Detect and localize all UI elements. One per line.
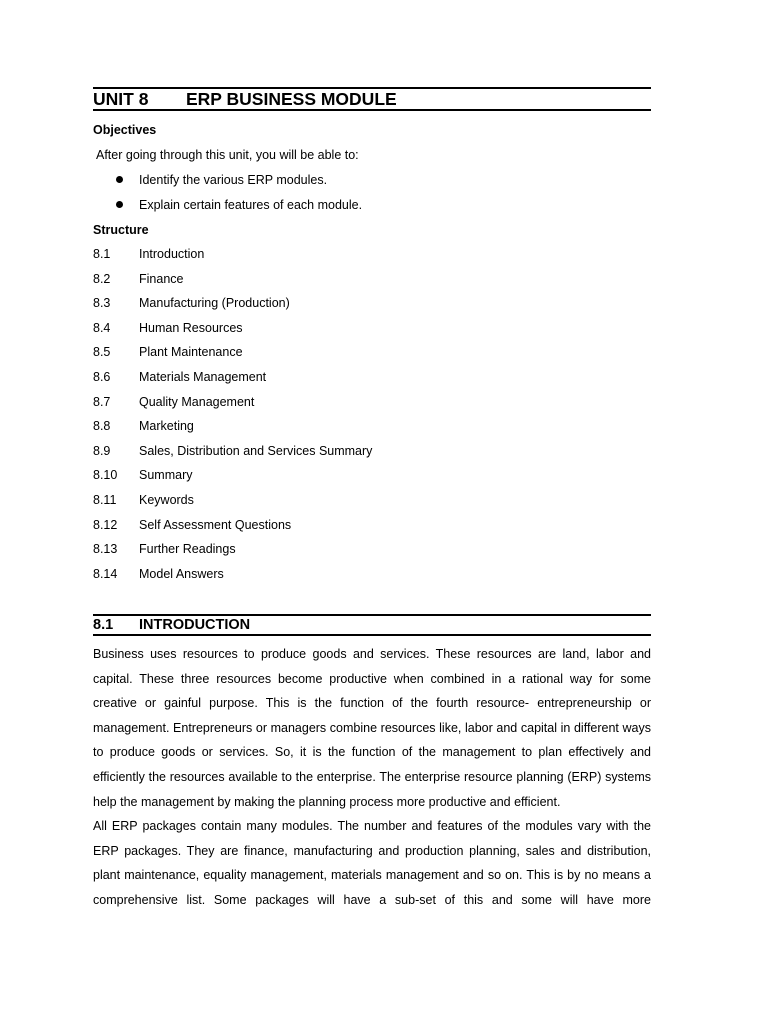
- structure-item: [93, 417, 651, 442]
- structure-list: [93, 245, 651, 589]
- structure-item-number: 8.7: [93, 394, 111, 409]
- section-heading: [93, 616, 651, 634]
- structure-item-number: 8.13: [93, 542, 118, 557]
- unit-bottom-rule: [93, 109, 651, 111]
- structure-label: Structure: [93, 223, 149, 237]
- structure-item-title: Further Readings: [139, 542, 236, 557]
- structure-item-number: 8.14: [93, 566, 118, 581]
- structure-item-title: Finance: [139, 271, 184, 286]
- objectives-label: Objectives: [93, 123, 157, 137]
- unit-title: ERP BUSINESS MODULE: [186, 89, 397, 109]
- structure-item: [93, 393, 651, 418]
- unit-number: UNIT 8: [93, 89, 149, 109]
- structure-item: [93, 294, 651, 319]
- structure-item-number: 8.4: [93, 320, 111, 335]
- structure-item-title: Model Answers: [139, 566, 224, 581]
- structure-item-number: 8.3: [93, 296, 111, 311]
- structure-item-number: 8.6: [93, 369, 111, 384]
- bullet-dot-icon: [116, 201, 123, 208]
- structure-item: [93, 516, 651, 541]
- structure-item-title: Manufacturing (Production): [139, 296, 290, 311]
- structure-item-number: 8.12: [93, 517, 118, 532]
- structure-item: [93, 368, 651, 393]
- section-body: [93, 642, 651, 913]
- objectives-intro: After going through this unit, you will be able to:: [96, 148, 359, 162]
- structure-item: [93, 319, 651, 344]
- structure-item-number: 8.10: [93, 468, 118, 483]
- section-bottom-rule: [93, 634, 651, 636]
- structure-item: [93, 466, 651, 491]
- objective-text: Explain certain features of each module.: [139, 198, 363, 212]
- section-title: INTRODUCTION: [139, 617, 251, 633]
- structure-item-title: Sales, Distribution and Services Summary: [139, 443, 373, 458]
- body-paragraph: All ERP packages contain many modules. The number and features of the modules vary with the ERP packages. They are finance, manufacturing and production planning, sales and distribution, plant maintenance, equality management, materials management and so on. This is by no means a comprehensive list. Some packages will have a sub-set of this and some will have more: [93, 819, 651, 907]
- structure-item-title: Introduction: [139, 247, 205, 261]
- structure-item: [93, 491, 651, 516]
- structure-item-number: 8.5: [93, 345, 111, 360]
- structure-item-title: Keywords: [139, 492, 194, 507]
- structure-item-title: Plant Maintenance: [139, 345, 243, 360]
- structure-item-number: 8.8: [93, 419, 111, 434]
- structure-item-title: Marketing: [139, 419, 194, 434]
- structure-item-title: Self Assessment Questions: [139, 517, 292, 532]
- bullet-dot-icon: [116, 176, 123, 183]
- unit-heading: [93, 89, 651, 109]
- structure-item-title: Materials Management: [139, 369, 267, 384]
- body-paragraph: Business uses resources to produce goods and services. These resources are land, labor and capital. These three resources become productive when combined in a rational way for some creative or gainful purpose. This is the function of the fourth resource- entrepreneurship or management. Entrepreneurs or managers combine resources like, labor and capital in different ways to produce goods or services. So, it is the function of the management to plan effectively and efficiently the resources available to the enterprise. The enterprise resource planning (ERP) systems help the management by making the planning process more productive and efficient.: [93, 647, 651, 809]
- objective-text: Identify the various ERP modules.: [139, 173, 328, 187]
- structure-item: [93, 540, 651, 565]
- structure-item: [93, 343, 651, 368]
- document-page: [93, 0, 651, 1024]
- structure-item-title: Summary: [139, 468, 193, 483]
- structure-item: [93, 270, 651, 295]
- structure-item: [93, 565, 651, 590]
- structure-item-title: Quality Management: [139, 394, 255, 409]
- structure-item-number: 8.1: [93, 247, 111, 261]
- structure-item-number: 8.2: [93, 271, 111, 286]
- section-number: 8.1: [93, 617, 114, 633]
- structure-item-number: 8.9: [93, 443, 111, 458]
- structure-item: [93, 245, 651, 270]
- structure-item: [93, 442, 651, 467]
- structure-item-title: Human Resources: [139, 320, 243, 335]
- structure-item-number: 8.11: [93, 492, 117, 507]
